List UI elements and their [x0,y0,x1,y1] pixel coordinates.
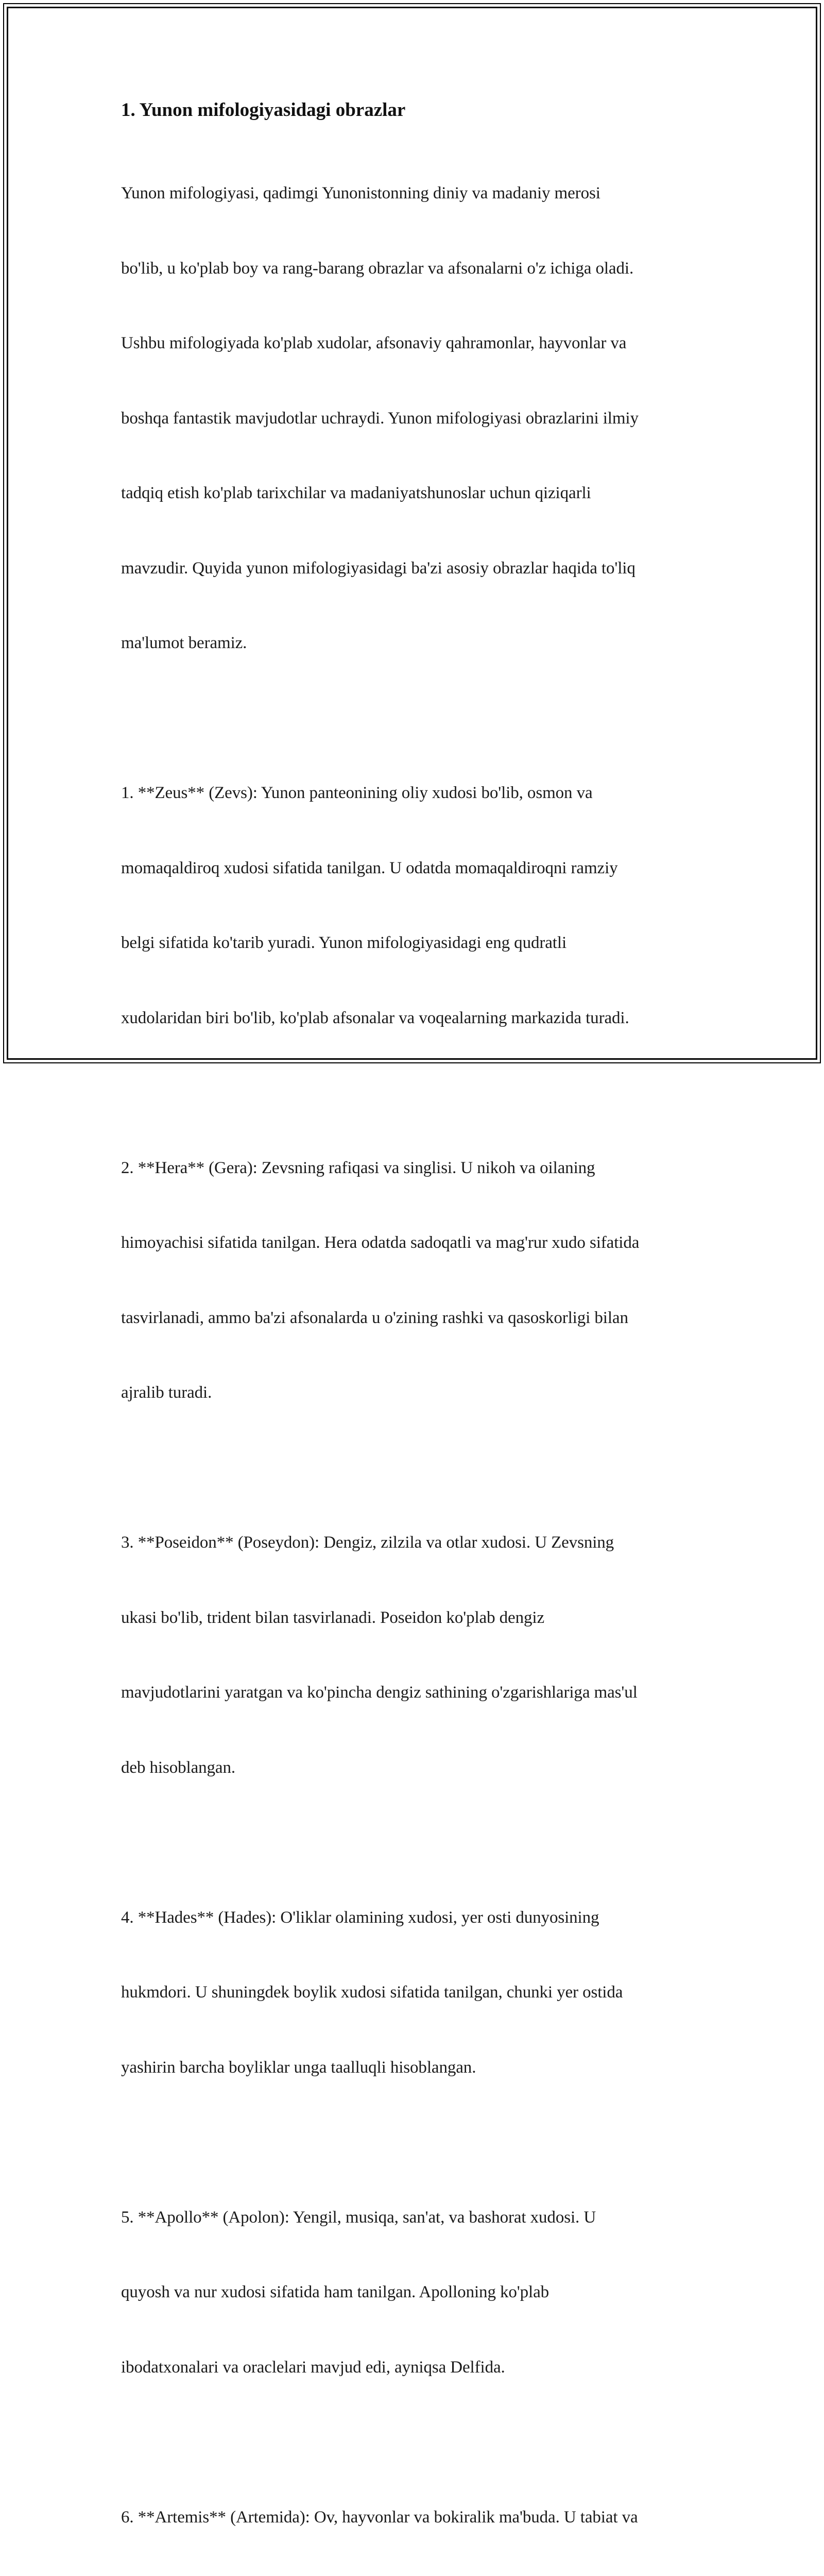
text-line: quyosh va nur xudosi sifatida ham tanilgan. Apolloning ko'plab [121,2280,708,2305]
text-line: 5. **Apollo** (Apolon): Yengil, musiqa, san'at, va bashorat xudosi. U [121,2205,708,2230]
text-line: tasvirlanadi, ammo ba'zi afsonalarda u o'zining rashki va qasoskorligi bilan [121,1306,708,1331]
paragraph-hera [121,1106,708,1455]
text-line: 4. **Hades** (Hades): O'liklar olamining xudosi, yer osti dunyosining [121,1905,708,1930]
text-line: bo'lib, u ko'plab boy va rang-barang obrazlar va afsonalarni o'z ichiga oladi. [121,256,708,281]
text-line: momaqaldiroq xudosi sifatida tanilgan. U odatda momaqaldiroqni ramziy [121,856,708,881]
text-line: mavjudotlarini yaratgan va ko'pincha dengiz sathining o'zgarishlariga mas'ul [121,1680,708,1705]
text-line: 2. **Hera** (Gera): Zevsning rafiqasi va singlisi. U nikoh va oilaning [121,1156,708,1181]
text-line: Yunon mifologiyasi, qadimgi Yunonistonning diniy va madaniy merosi [121,181,708,206]
paragraph-poseidon [121,1480,708,1830]
text-line: 6. **Artemis** (Artemida): Ov, hayvonlar va bokiralik ma'buda. U tabiat va [121,2505,708,2530]
text-line: ajralib turadi. [121,1380,708,1405]
paragraph-artemis [121,2455,708,2576]
text-line: 1. **Zeus** (Zevs): Yunon panteonining oliy xudosi bo'lib, osmon va [121,781,708,806]
paragraph-zeus [121,731,708,1080]
text-line: hukmdori. U shuningdek boylik xudosi sifatida tanilgan, chunki yer ostida [121,1980,708,2005]
text-line: Ushbu mifologiyada ko'plab xudolar, afsonaviy qahramonlar, hayvonlar va [121,331,708,356]
text-line: ibodatxonalari va oraclelari mavjud edi, ayniqsa Delfida. [121,2355,708,2380]
section-heading: 1. Yunon mifologiyasidagi obrazlar [121,96,708,125]
text-line: xudolaridan biri bo'lib, ko'plab afsonalar va voqealarning markazida turadi. [121,1006,708,1031]
paragraph-intro [121,131,708,706]
text-line: deb hisoblangan. [121,1755,708,1781]
text-line: belgi sifatida ko'tarib yuradi. Yunon mifologiyasidagi eng qudratli [121,930,708,956]
text-line: 3. **Poseidon** (Poseydon): Dengiz, zilzila va otlar xudosi. U Zevsning [121,1530,708,1555]
text-line: mavzudir. Quyida yunon mifologiyasidagi ba'zi asosiy obrazlar haqida to'liq [121,556,708,581]
document-body [121,96,708,2576]
text-line: ma'lumot beramiz. [121,631,708,656]
text-line: tadqiq etish ko'plab tarixchilar va madaniyatshunoslar uchun qiziqarli [121,481,708,506]
text-line: boshqa fantastik mavjudotlar uchraydi. Yunon mifologiyasi obrazlarini ilmiy [121,406,708,431]
text-line: ukasi bo'lib, trident bilan tasvirlanadi. Poseidon ko'plab dengiz [121,1605,708,1631]
text-line: himoyachisi sifatida tanilgan. Hera odatda sadoqatli va mag'rur xudo sifatida [121,1230,708,1256]
paragraph-apollo [121,2155,708,2430]
paragraph-hades [121,1855,708,2130]
text-line: yashirin barcha boyliklar unga taalluqli hisoblangan. [121,2055,708,2080]
